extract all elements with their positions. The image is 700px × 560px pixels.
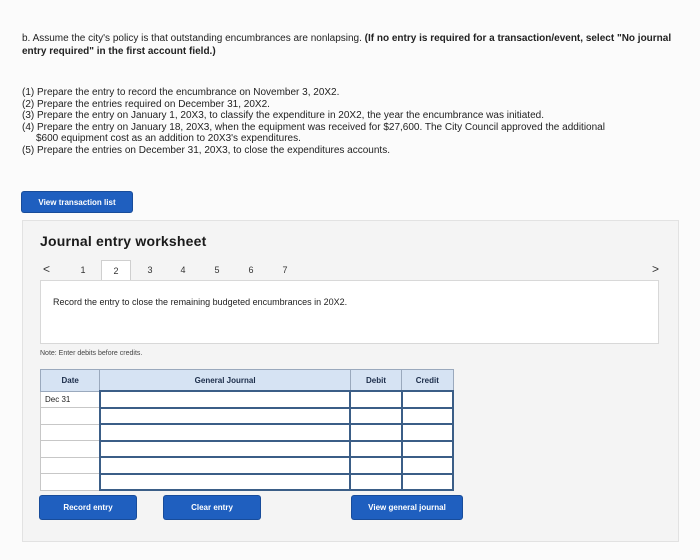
page-4-tab[interactable]: 4 (180, 265, 186, 275)
table-row (41, 474, 454, 491)
worksheet-title: Journal entry worksheet (40, 233, 207, 249)
debit-field[interactable] (350, 474, 401, 491)
date-cell (41, 457, 100, 474)
date-cell (41, 474, 100, 491)
debit-field[interactable] (350, 408, 401, 425)
view-general-journal-button[interactable]: View general journal (352, 496, 462, 519)
account-field[interactable] (100, 391, 351, 408)
entry-description: Record the entry to close the remaining budgeted encumbrances in 20X2. (53, 297, 348, 307)
credit-header: Credit (402, 370, 453, 392)
requirement-1: (1) Prepare the entry to record the encumbrance on November 3, 20X2. (22, 87, 340, 98)
debit-header: Debit (350, 370, 401, 392)
account-field[interactable] (100, 457, 351, 474)
credit-field[interactable] (402, 424, 453, 441)
account-field[interactable] (100, 408, 351, 425)
date-cell: Dec 31 (41, 391, 100, 408)
date-cell (41, 408, 100, 425)
general-journal-header: General Journal (100, 370, 351, 392)
page-5-tab[interactable]: 5 (214, 265, 220, 275)
requirement-4: (4) Prepare the entry on January 18, 20X3, when the equipment was received for $27,600. The City Council approved the additional (22, 121, 605, 133)
journal-header-row (41, 370, 454, 392)
entry-description-box (40, 280, 659, 344)
date-cell (41, 424, 100, 441)
debit-field[interactable] (350, 424, 401, 441)
table-row (41, 408, 454, 425)
credit-field[interactable] (402, 474, 453, 491)
worksheet-pager (68, 260, 302, 280)
credit-field[interactable] (402, 391, 453, 408)
page-1-tab[interactable]: 1 (80, 265, 86, 275)
account-field[interactable] (100, 474, 351, 491)
intro-instruction: (If no entry is required for a transaction/event, select "No journal entry required" in the first account field.) (22, 33, 672, 57)
requirement-5: (5) Prepare the entries on December 31, 20X3, to close the expenditures accounts. (22, 144, 390, 156)
debit-field[interactable] (350, 391, 401, 408)
page-3-tab[interactable]: 3 (147, 265, 153, 275)
requirement-3: (3) Prepare the entry on January 1, 20X3, to classify the expenditure in 20X2, the year the encumbrance was initiated. (22, 110, 544, 121)
page-6-tab[interactable]: 6 (248, 265, 254, 275)
credit-field[interactable] (402, 408, 453, 425)
next-arrow-icon[interactable]: > (652, 262, 660, 276)
requirement-2: (2) Prepare the entries required on December 31, 20X2. (22, 98, 270, 110)
table-row (41, 424, 454, 441)
debit-field[interactable] (350, 457, 401, 474)
debit-credit-note: Note: Enter debits before credits. (40, 350, 143, 357)
table-row (41, 441, 454, 458)
question-intro (22, 32, 682, 58)
record-entry-button[interactable]: Record entry (40, 496, 136, 519)
account-field[interactable] (100, 441, 351, 458)
table-row (41, 391, 454, 408)
page-7-tab[interactable]: 7 (282, 265, 288, 275)
requirements-list (22, 87, 687, 156)
date-header: Date (41, 370, 100, 392)
requirement-4-cont: $600 equipment cost as an addition to 20X3's expenditures. (36, 133, 301, 144)
clear-entry-button[interactable]: Clear entry (164, 496, 260, 519)
view-transaction-list-button[interactable]: View transaction list (22, 192, 132, 212)
intro-text: b. Assume the city's policy is that outstanding encumbrances are nonlapsing. (22, 33, 365, 44)
debit-field[interactable] (350, 441, 401, 458)
credit-field[interactable] (402, 457, 453, 474)
account-field[interactable] (100, 424, 351, 441)
page-2-tab[interactable]: 2 (101, 260, 131, 281)
journal-entry-table (40, 369, 454, 491)
prev-arrow-icon[interactable]: < (43, 262, 51, 276)
credit-field[interactable] (402, 441, 453, 458)
table-row (41, 457, 454, 474)
date-cell (41, 441, 100, 458)
